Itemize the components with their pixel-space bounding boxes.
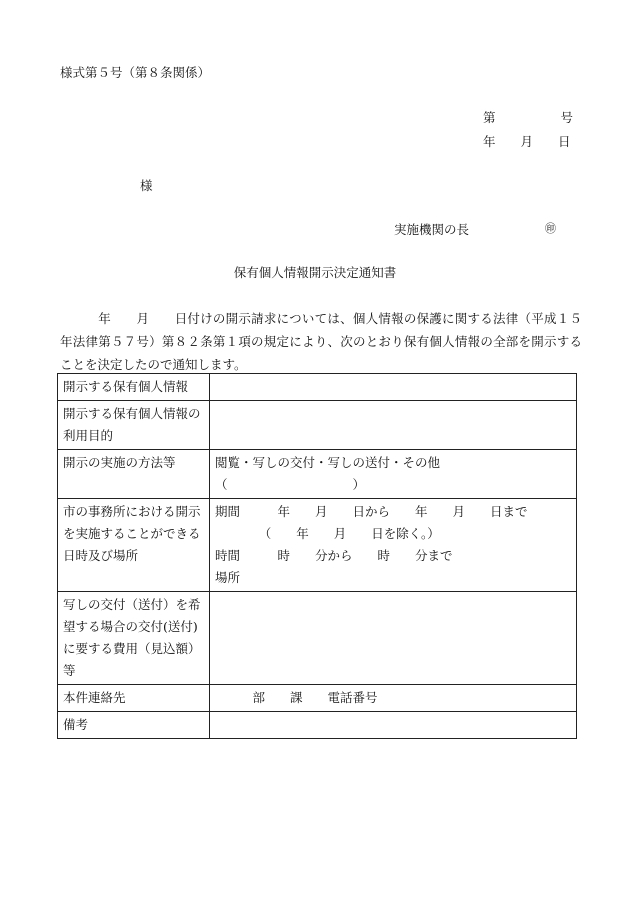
disclosure-table: [57, 373, 577, 739]
label-line: を実施することができる: [63, 526, 201, 541]
sender-label: 実施機関の長: [394, 222, 470, 237]
row-value-schedule: [210, 499, 577, 592]
row-value-fee: [210, 592, 577, 685]
row-label-fee: [58, 592, 210, 685]
time-line: 時間 時 分から 時 分まで: [215, 548, 453, 563]
period-line: 期間 年 月 日から 年 月 日まで: [215, 504, 528, 519]
addressee-suffix: 様: [140, 178, 153, 193]
label-line: 写しの交付（送付）を希: [63, 597, 201, 612]
document-title: 保有個人情報開示決定通知書: [233, 265, 397, 280]
row-value-contact: 部 課 電話番号: [210, 685, 577, 712]
table-row: [58, 499, 577, 592]
body-text: 年 月 日付けの開示請求については、個人情報の保護に関する法律（平成１５年法律第５７号）第８２条第１項の規定により、次のとおり保有個人情報の全部を開示することを決定したので通知します。: [60, 311, 582, 372]
row-label-disclosed-info: 開示する保有個人情報: [58, 374, 210, 401]
table-row: [58, 685, 577, 712]
label-line: 日時及び場所: [63, 548, 139, 563]
label-line: 望する場合の交付(送付): [63, 619, 198, 634]
table-row: [58, 712, 577, 739]
row-label-contact: 本件連絡先: [58, 685, 210, 712]
label-line: 開示する保有個人情報の: [63, 406, 201, 421]
row-value-remarks: [210, 712, 577, 739]
document-number: [483, 108, 573, 126]
place-line: 場所: [215, 570, 241, 585]
row-value-purpose: [210, 401, 577, 450]
table-row: [58, 401, 577, 450]
table-row: [58, 450, 577, 499]
document-number-suffix: 号: [560, 110, 574, 125]
label-line: 利用目的: [63, 428, 114, 443]
row-label-purpose: [58, 401, 210, 450]
row-label-method: 開示の実施の方法等: [58, 450, 210, 499]
row-label-schedule: [58, 499, 210, 592]
table-row: [58, 592, 577, 685]
row-value-disclosed-info: [210, 374, 577, 401]
row-value-method: 閲覧・写しの交付・写しの送付・その他（ ）: [210, 450, 577, 499]
label-line: 市の事務所における開示: [63, 504, 201, 519]
table-row: [58, 374, 577, 401]
exclusion-line: （ 年 月 日を除く。）: [215, 526, 440, 541]
form-number: 様式第５号（第８条関係）: [60, 65, 211, 80]
row-label-remarks: 備考: [58, 712, 210, 739]
seal-mark: ㊞: [545, 222, 556, 235]
label-line: 等: [63, 663, 76, 678]
label-line: に要する費用（見込額）: [63, 641, 201, 656]
document-number-prefix: 第: [483, 110, 496, 125]
issue-date: 年 月 日: [483, 134, 571, 149]
